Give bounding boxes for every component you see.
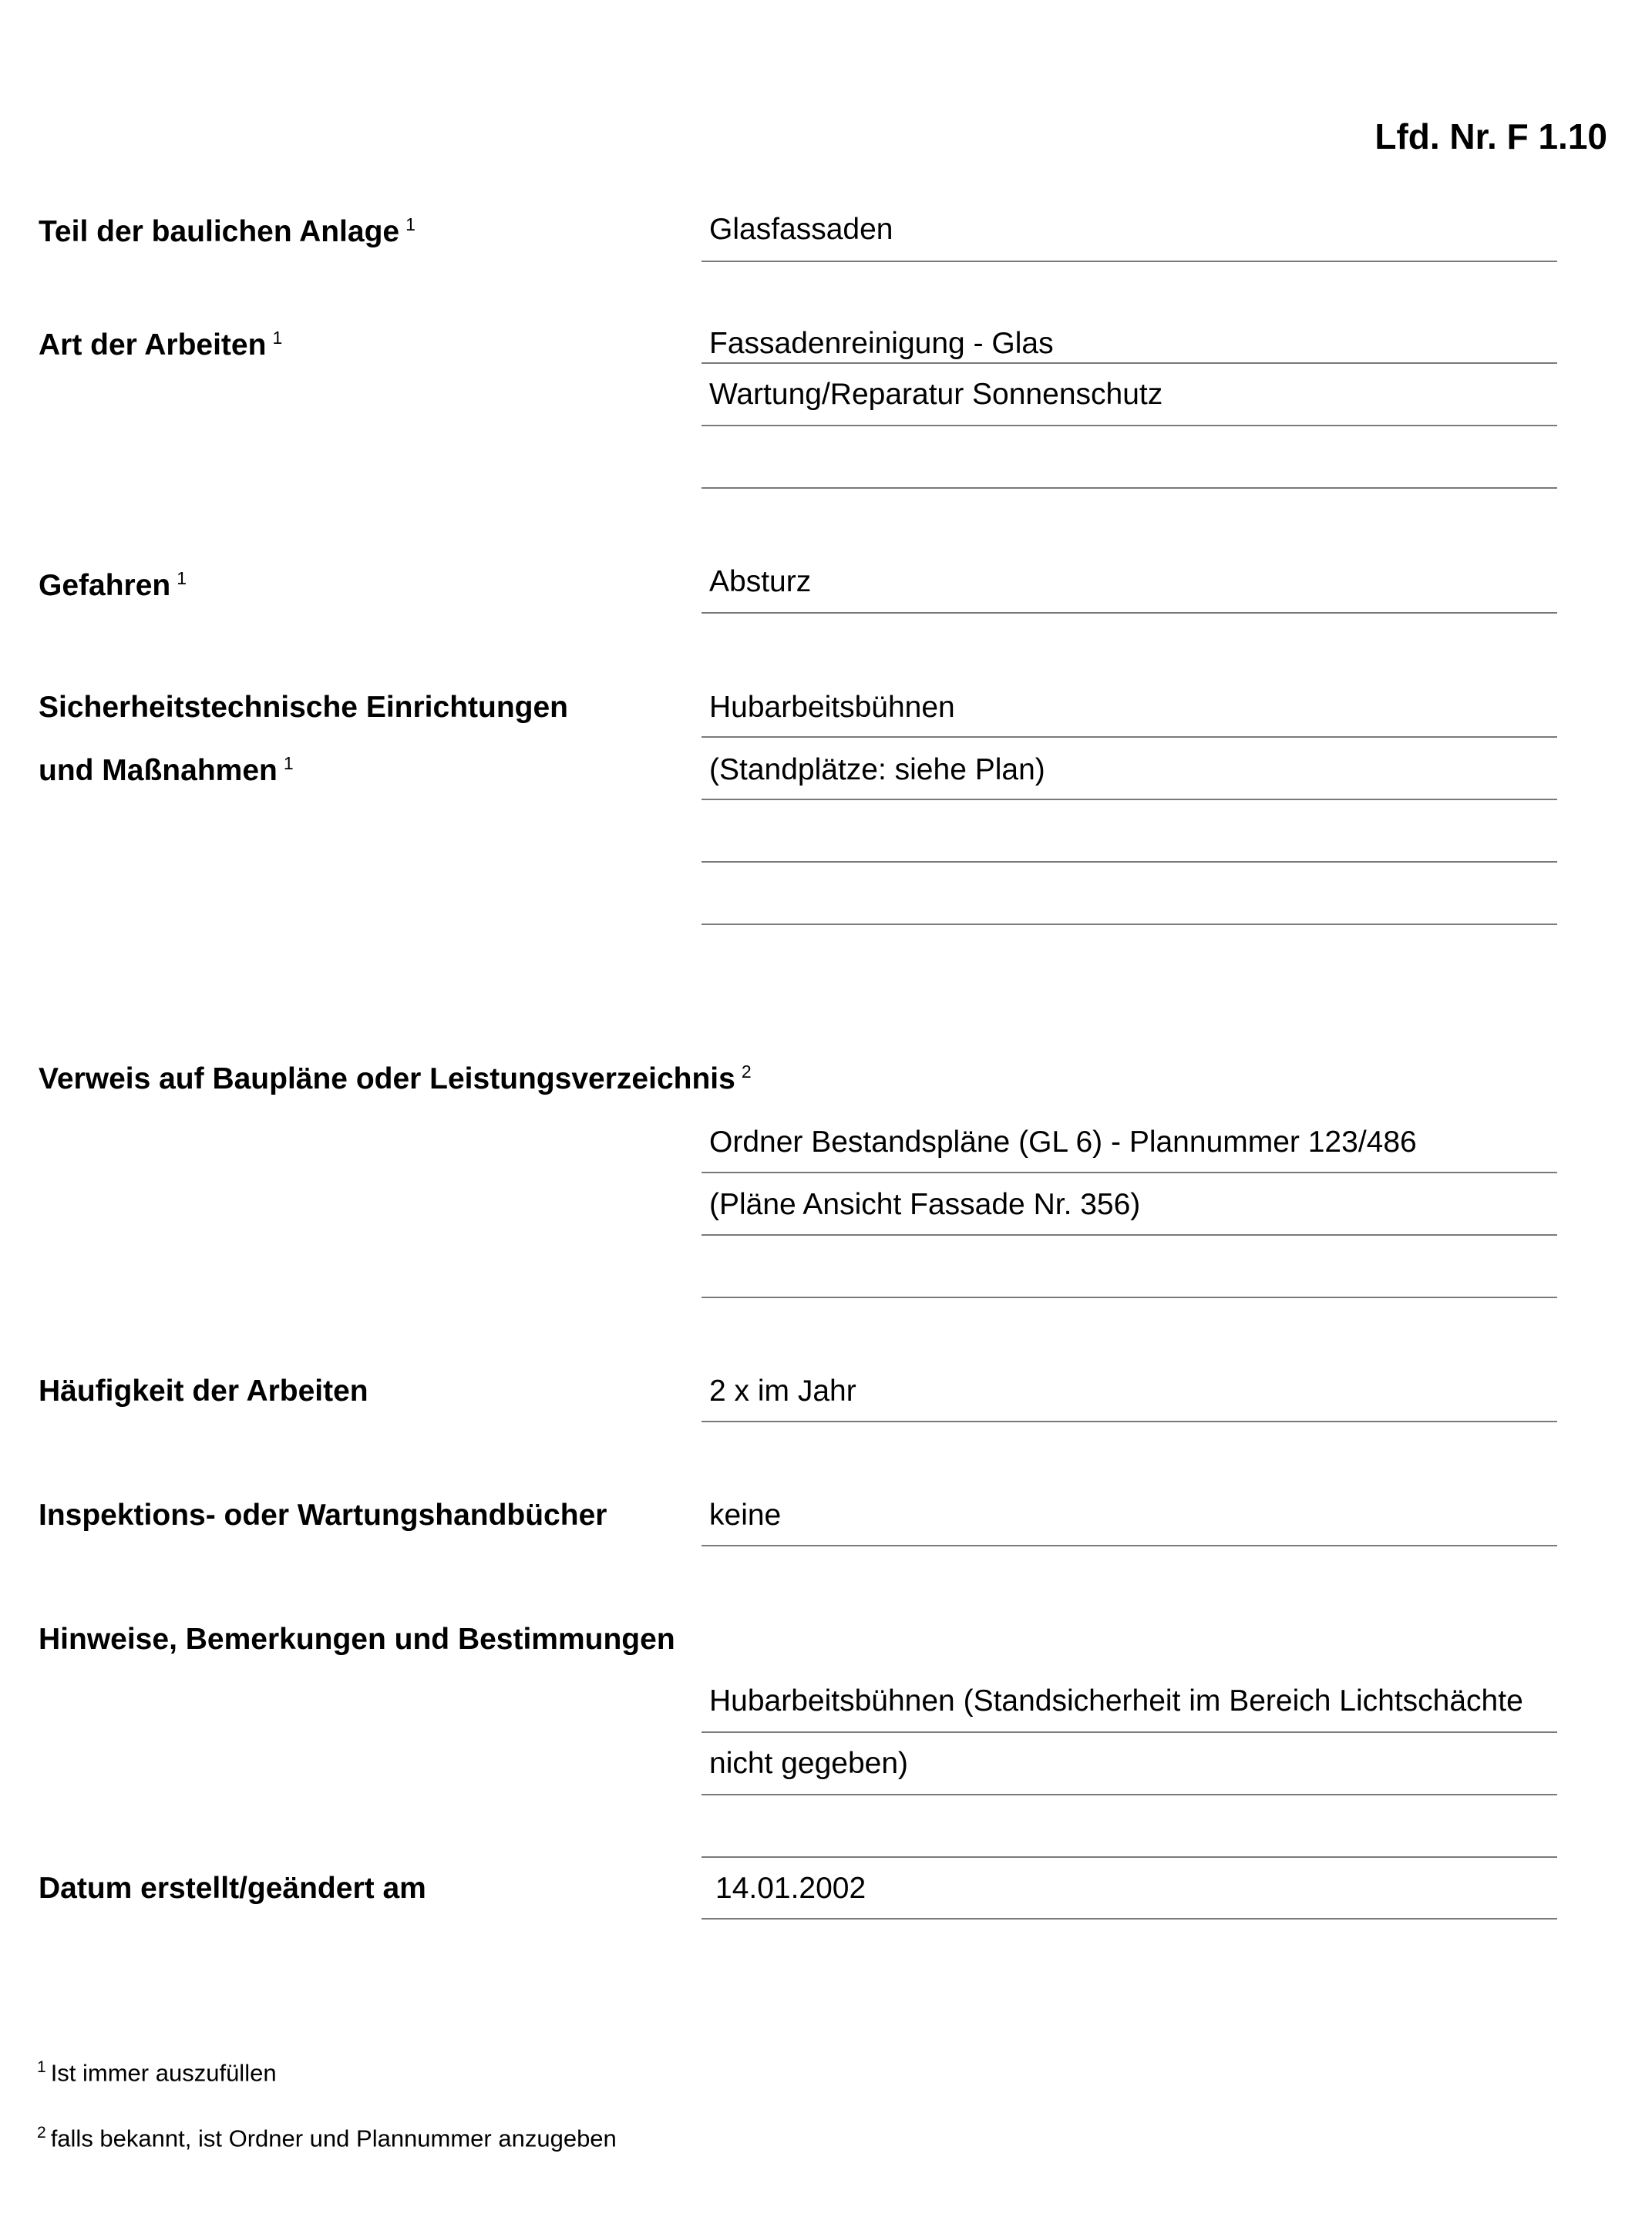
footnote-number: 1 — [37, 2058, 46, 2076]
field-hinweise-value-2: nicht gegeben) — [709, 1747, 909, 1780]
field-hinweise-value-1: Hubarbeitsbühnen (Standsicherheit im Bereich Lichtschächte — [709, 1684, 1523, 1718]
document-number: Lfd. Nr. F 1.10 — [1374, 116, 1607, 156]
label-text: und Maßnahmen — [39, 754, 278, 787]
label-sicherheit-line-2 — [39, 753, 294, 788]
field-gefahren-value-1: Absturz — [709, 565, 812, 598]
footnote-ref: 1 — [272, 328, 283, 348]
field-verweis-value-1: Ordner Bestandspläne (GL 6) - Plannummer 123/486 — [709, 1126, 1417, 1159]
label-text: Teil der baulichen Anlage — [39, 215, 400, 248]
label-gefahren — [39, 568, 187, 603]
footnote-1 — [37, 2058, 277, 2087]
field-line — [702, 1918, 1557, 1920]
label-sicherheit-line-1: Sicherheitstechnische Einrichtungen — [39, 691, 568, 724]
footnote-ref: 2 — [741, 1062, 752, 1082]
label-haeufigkeit: Häufigkeit der Arbeiten — [39, 1374, 368, 1408]
label-art-der-arbeiten — [39, 328, 282, 362]
field-art-value-2: Wartung/Reparatur Sonnenschutz — [709, 378, 1163, 411]
footnote-ref: 1 — [177, 568, 187, 588]
field-line — [702, 261, 1557, 262]
footnote-number: 2 — [37, 2124, 46, 2142]
field-line — [702, 1234, 1557, 1236]
label-text: Verweis auf Baupläne oder Leistungsverzeichnis — [39, 1062, 735, 1095]
field-line — [702, 736, 1557, 738]
field-line — [702, 1297, 1557, 1298]
footnote-ref: 1 — [405, 214, 416, 234]
footnote-ref: 1 — [283, 753, 294, 773]
field-verweis-value-2: (Pläne Ansicht Fassade Nr. 356) — [709, 1188, 1141, 1221]
field-line — [702, 1172, 1557, 1173]
footnote-text: Ist immer auszufüllen — [50, 2059, 277, 2087]
label-hinweise: Hinweise, Bemerkungen und Bestimmungen — [39, 1623, 675, 1656]
field-haeufigkeit-value-1: 2 x im Jahr — [709, 1374, 856, 1408]
field-art-value-1: Fassadenreinigung - Glas — [709, 327, 1054, 360]
field-line — [702, 487, 1557, 489]
label-verweis — [39, 1062, 752, 1096]
footnote-2 — [37, 2124, 617, 2152]
footnote-text: falls bekannt, ist Ordner und Plannummer anzugeben — [50, 2125, 617, 2152]
field-datum-value-1: 14.01.2002 — [715, 1872, 866, 1905]
field-inspektion-value-1: keine — [709, 1499, 782, 1532]
label-text: Art der Arbeiten — [39, 328, 267, 362]
field-line — [702, 612, 1557, 614]
field-line — [702, 1545, 1557, 1546]
field-line — [702, 1856, 1557, 1858]
field-line — [702, 924, 1557, 925]
field-line — [702, 1794, 1557, 1795]
field-line — [702, 1731, 1557, 1733]
label-text: Gefahren — [39, 569, 171, 602]
field-line — [702, 799, 1557, 800]
field-line — [702, 1421, 1557, 1422]
field-sicherheit-value-2: (Standplätze: siehe Plan) — [709, 753, 1045, 786]
field-line — [702, 861, 1557, 863]
field-line — [702, 362, 1557, 364]
field-line — [702, 425, 1557, 426]
field-teil-value-1: Glasfassaden — [709, 213, 893, 246]
label-inspektion: Inspektions- oder Wartungshandbücher — [39, 1499, 607, 1532]
label-datum: Datum erstellt/geändert am — [39, 1872, 426, 1905]
field-sicherheit-value-1: Hubarbeitsbühnen — [709, 691, 955, 724]
label-teil-der-baulichen-anlage — [39, 214, 416, 249]
